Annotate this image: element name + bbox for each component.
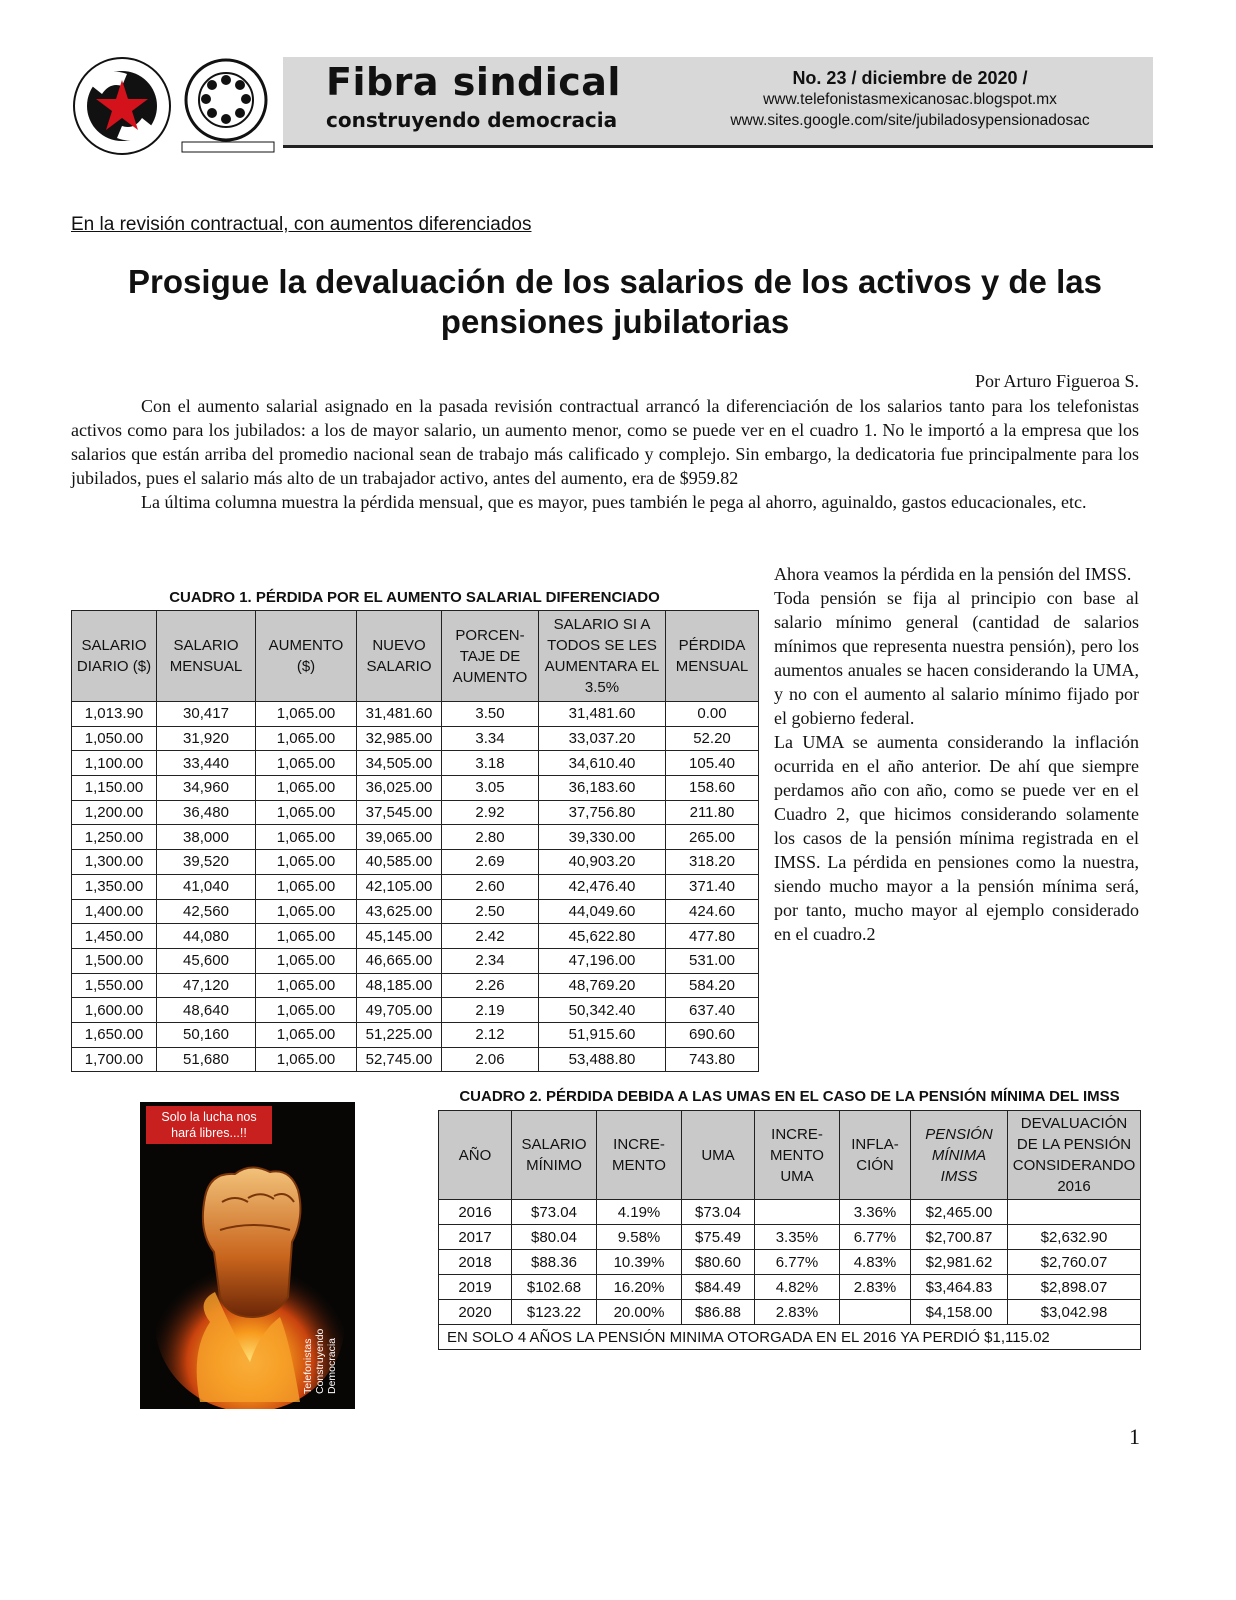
table-cell: 50,160 <box>157 1022 256 1047</box>
table-header-row <box>72 611 759 702</box>
site-url[interactable]: www.sites.google.com/site/jubiladosypensionadosac <box>730 112 1090 129</box>
table-row <box>72 1047 759 1072</box>
table-cell: 105.40 <box>666 751 759 776</box>
table-cell: 37,756.80 <box>539 800 666 825</box>
table-cell: 1,065.00 <box>256 800 357 825</box>
table-cell: 1,400.00 <box>72 899 157 924</box>
table-row <box>72 899 759 924</box>
coordinadora-logo <box>72 56 172 156</box>
column-header: PENSIÓN MÍNIMA IMSS <box>911 1111 1008 1200</box>
table-cell: 30,417 <box>157 702 256 727</box>
table-row <box>72 726 759 751</box>
table-cell <box>840 1300 911 1325</box>
table-row <box>72 850 759 875</box>
table-cell: 1,065.00 <box>256 850 357 875</box>
table-cell: 9.58% <box>597 1225 682 1250</box>
table-cell: 1,200.00 <box>72 800 157 825</box>
table-cell: 1,700.00 <box>72 1047 157 1072</box>
table-cell: 2.12 <box>442 1022 539 1047</box>
table-cell: 1,065.00 <box>256 1047 357 1072</box>
table-cell: 41,040 <box>157 874 256 899</box>
table-cell: 1,065.00 <box>256 973 357 998</box>
table-cell: 33,037.20 <box>539 726 666 751</box>
table-cell: 3.05 <box>442 776 539 801</box>
table-cell: 42,476.40 <box>539 874 666 899</box>
column-header: INCRE-MENTO UMA <box>755 1111 840 1200</box>
table-cell: 424.60 <box>666 899 759 924</box>
table-cell: 39,065.00 <box>357 825 442 850</box>
table-cell: 47,196.00 <box>539 948 666 973</box>
table-cell: 36,480 <box>157 800 256 825</box>
table-cell: 34,505.00 <box>357 751 442 776</box>
column-header: PÉRDIDA MENSUAL <box>666 611 759 702</box>
table-cell: 53,488.80 <box>539 1047 666 1072</box>
table-cell: 2.83% <box>840 1275 911 1300</box>
issue-number: No. 23 / diciembre de 2020 / <box>792 68 1028 88</box>
table-cell: 1,550.00 <box>72 973 157 998</box>
table-cell: 3.50 <box>442 702 539 727</box>
table-cell: 1,450.00 <box>72 924 157 949</box>
paragraph: Ahora veamos la pérdida en la pensión del IMSS. <box>774 564 1132 584</box>
table-cell: 2.34 <box>442 948 539 973</box>
table-cell: 158.60 <box>666 776 759 801</box>
table-cell: 1,065.00 <box>256 998 357 1023</box>
table-cell: 6.77% <box>755 1250 840 1275</box>
table-cell: $3,042.98 <box>1008 1300 1141 1325</box>
table-footer-row <box>439 1325 1141 1350</box>
table-cell: 40,585.00 <box>357 850 442 875</box>
table-cell: 1,065.00 <box>256 924 357 949</box>
table-cell: 42,560 <box>157 899 256 924</box>
table-cell: $2,981.62 <box>911 1250 1008 1275</box>
sindicato-logo <box>178 56 278 156</box>
table-row <box>72 998 759 1023</box>
table-cell: 2.42 <box>442 924 539 949</box>
table-cell: 1,065.00 <box>256 825 357 850</box>
table-cell: 1,050.00 <box>72 726 157 751</box>
table-cell: 2018 <box>439 1250 512 1275</box>
table-cell: $2,465.00 <box>911 1200 1008 1225</box>
table-cell: 0.00 <box>666 702 759 727</box>
poster-slogan-badge: Solo la lucha nos hará libres...!! <box>146 1106 272 1144</box>
table-cell: 1,065.00 <box>256 1022 357 1047</box>
table-cell: 45,145.00 <box>357 924 442 949</box>
table-cell: $3,464.83 <box>911 1275 1008 1300</box>
table-row <box>439 1200 1141 1225</box>
table-cell: 37,545.00 <box>357 800 442 825</box>
table-cell: 2.50 <box>442 899 539 924</box>
table-cell: $123.22 <box>512 1300 597 1325</box>
paragraph: La UMA se aumenta considerando la inflación ocurrida en el año anterior. De ahí que siempre perdamos año con año, como se puede ver en el Cuadro 2, que hicimos considerando solamente los casos de la pensión mínima registrada en el IMSS. La pérdida en pensiones como la nuestra, siendo mucho mayor a la pensión mínima será, por tanto, mucho mayor al ejemplo considerado en el cuadro.2 <box>774 732 1139 944</box>
column-header: PORCEN-TAJE DE AUMENTO <box>442 611 539 702</box>
table-cell: 584.20 <box>666 973 759 998</box>
table-cell: $86.88 <box>682 1300 755 1325</box>
table-cell: 743.80 <box>666 1047 759 1072</box>
table-row <box>72 973 759 998</box>
table-cell: 36,025.00 <box>357 776 442 801</box>
table-cell: 16.20% <box>597 1275 682 1300</box>
table-cell: 48,769.20 <box>539 973 666 998</box>
table-cell: 1,650.00 <box>72 1022 157 1047</box>
table-cell: 211.80 <box>666 800 759 825</box>
table-cell: 1,065.00 <box>256 751 357 776</box>
table-cell: 1,065.00 <box>256 702 357 727</box>
table-cell: 2.69 <box>442 850 539 875</box>
table-cell: 51,680 <box>157 1047 256 1072</box>
table-cell: 46,665.00 <box>357 948 442 973</box>
paragraph: Con el aumento salarial asignado en la pasada revisión contractual arrancó la diferenciación de los salarios tanto para los telefonistas activos como para los jubilados: a los de mayor salario, un aumento menor, como se puede ver en el cuadro 1. No le importó a la empresa que los salarios que están arriba del promedio nacional sean de trabajo más calificado y complejo. Sin embargo, la dedicatoria fue principalmente para los jubilados, pues el salario más alto de un trabajador activo, antes del aumento, era de $959.82 <box>71 396 1139 488</box>
table-cell: 43,625.00 <box>357 899 442 924</box>
table-cell: 1,350.00 <box>72 874 157 899</box>
table-cell: 637.40 <box>666 998 759 1023</box>
column-header: SALARIO MÍNIMO <box>512 1111 597 1200</box>
paragraph: La última columna muestra la pérdida mensual, que es mayor, pues también le pega al ahorro, aguinaldo, gastos educacionales, etc. <box>141 492 1087 512</box>
table-cell: 44,080 <box>157 924 256 949</box>
table-cell: 36,183.60 <box>539 776 666 801</box>
table-cell: 2020 <box>439 1300 512 1325</box>
table-cell: 50,342.40 <box>539 998 666 1023</box>
table-header-row <box>439 1111 1141 1200</box>
table-cell: 48,185.00 <box>357 973 442 998</box>
table-cell: 1,065.00 <box>256 726 357 751</box>
table-cell: $2,700.87 <box>911 1225 1008 1250</box>
table-cell: 1,100.00 <box>72 751 157 776</box>
table-cell: 51,915.60 <box>539 1022 666 1047</box>
table-cell: 4.19% <box>597 1200 682 1225</box>
table-cell: $73.04 <box>682 1200 755 1225</box>
table-row <box>72 825 759 850</box>
table-cell: 39,330.00 <box>539 825 666 850</box>
table-cell: 1,065.00 <box>256 948 357 973</box>
page-number: 1 <box>1129 1424 1140 1449</box>
table-cell: 51,225.00 <box>357 1022 442 1047</box>
table-row <box>439 1225 1141 1250</box>
table-cell: 38,000 <box>157 825 256 850</box>
table-row <box>439 1250 1141 1275</box>
article-kicker: En la revisión contractual, con aumentos diferenciados <box>71 214 532 235</box>
table-cell: 34,960 <box>157 776 256 801</box>
table-cell: 42,105.00 <box>357 874 442 899</box>
table-cell: 1,300.00 <box>72 850 157 875</box>
table-row <box>72 702 759 727</box>
table-row <box>72 948 759 973</box>
table-cell: 2.92 <box>442 800 539 825</box>
issue-info <box>690 68 1130 131</box>
table-cell: 531.00 <box>666 948 759 973</box>
table-cell: $75.49 <box>682 1225 755 1250</box>
pension-loss-table <box>438 1110 1141 1350</box>
table-cell: $4,158.00 <box>911 1300 1008 1325</box>
column-header: SALARIO DIARIO ($) <box>72 611 157 702</box>
table-cell: 33,440 <box>157 751 256 776</box>
table-cell <box>755 1200 840 1225</box>
column-header: INCRE-MENTO <box>597 1111 682 1200</box>
table-cell: 1,013.90 <box>72 702 157 727</box>
table-cell: 20.00% <box>597 1300 682 1325</box>
table-cell: 265.00 <box>666 825 759 850</box>
table-cell: 48,640 <box>157 998 256 1023</box>
table-cell: 1,150.00 <box>72 776 157 801</box>
column-header: NUEVO SALARIO <box>357 611 442 702</box>
table-footnote: EN SOLO 4 AÑOS LA PENSIÓN MINIMA OTORGADA EN EL 2016 YA PERDIÓ $1,115.02 <box>439 1325 1141 1350</box>
column-header: SALARIO SI A TODOS SE LES AUMENTARA EL 3.5% <box>539 611 666 702</box>
table-cell: 2.06 <box>442 1047 539 1072</box>
table-cell: 32,985.00 <box>357 726 442 751</box>
table-cell: 1,500.00 <box>72 948 157 973</box>
table-cell: 1,600.00 <box>72 998 157 1023</box>
table-cell: 45,622.80 <box>539 924 666 949</box>
table-row <box>72 1022 759 1047</box>
table1-caption: CUADRO 1. PÉRDIDA POR EL AUMENTO SALARIAL DIFERENCIADO <box>169 589 660 606</box>
column-header: SALARIO MENSUAL <box>157 611 256 702</box>
table-cell: 2.26 <box>442 973 539 998</box>
table-cell: 31,920 <box>157 726 256 751</box>
table-cell: 47,120 <box>157 973 256 998</box>
table-cell: $2,632.90 <box>1008 1225 1141 1250</box>
table-cell: 2016 <box>439 1200 512 1225</box>
column-header: INFLA-CIÓN <box>840 1111 911 1200</box>
table-row <box>72 924 759 949</box>
table-cell: 4.83% <box>840 1250 911 1275</box>
column-header: UMA <box>682 1111 755 1200</box>
column-header: DEVALUACIÓN DE LA PENSIÓN CONSIDERANDO 2016 <box>1008 1111 1141 1200</box>
table-cell: 690.60 <box>666 1022 759 1047</box>
table-cell: 2.80 <box>442 825 539 850</box>
newsletter-title: Fibra sindical <box>326 60 621 104</box>
table-cell: 1,065.00 <box>256 776 357 801</box>
column-header: AÑO <box>439 1111 512 1200</box>
table-cell: 44,049.60 <box>539 899 666 924</box>
table-cell: 3.36% <box>840 1200 911 1225</box>
table-cell: 4.82% <box>755 1275 840 1300</box>
table-cell: 31,481.60 <box>357 702 442 727</box>
table-row <box>72 874 759 899</box>
table-cell: 52.20 <box>666 726 759 751</box>
table-cell: 477.80 <box>666 924 759 949</box>
table-cell: $80.60 <box>682 1250 755 1275</box>
table-cell: $102.68 <box>512 1275 597 1300</box>
table-row <box>439 1275 1141 1300</box>
table-cell: 49,705.00 <box>357 998 442 1023</box>
article-headline: Prosigue la devaluación de los salarios de los activos y de las pensiones jubilatorias <box>128 263 1102 340</box>
table-cell: 1,065.00 <box>256 899 357 924</box>
article-body <box>71 394 1139 514</box>
table-cell: 1,065.00 <box>256 874 357 899</box>
table-cell: 52,745.00 <box>357 1047 442 1072</box>
table-cell: $88.36 <box>512 1250 597 1275</box>
table-cell: 31,481.60 <box>539 702 666 727</box>
table-cell: 6.77% <box>840 1225 911 1250</box>
table-row <box>72 751 759 776</box>
poster-caption: Telefonistas Construyendo Democracia <box>302 1328 338 1394</box>
table-row <box>72 800 759 825</box>
table-cell: 45,600 <box>157 948 256 973</box>
paragraph: Toda pensión se fija al principio con base al salario mínimo general (cantidad de salarios mínimos que representa nuestra pensión), pero los aumentos anuales se hacen considerando la UMA, y no con el aumento al salario mínimo fijado por el gobierno federal. <box>774 588 1139 728</box>
table-cell: 318.20 <box>666 850 759 875</box>
table-cell: $2,760.07 <box>1008 1250 1141 1275</box>
table-cell: $2,898.07 <box>1008 1275 1141 1300</box>
table-cell: $80.04 <box>512 1225 597 1250</box>
table-cell: 3.18 <box>442 751 539 776</box>
table-cell: 10.39% <box>597 1250 682 1275</box>
article-byline: Por Arturo Figueroa S. <box>975 371 1139 391</box>
table-cell: 39,520 <box>157 850 256 875</box>
table-cell: 40,903.20 <box>539 850 666 875</box>
table-cell: 3.34 <box>442 726 539 751</box>
blog-url[interactable]: www.telefonistasmexicanosac.blogspot.mx <box>763 91 1057 108</box>
table-cell: 34,610.40 <box>539 751 666 776</box>
table-cell: 2.60 <box>442 874 539 899</box>
newsletter-subtitle: construyendo democracia <box>326 108 618 132</box>
table-cell: 1,250.00 <box>72 825 157 850</box>
table-cell: 371.40 <box>666 874 759 899</box>
table2-caption: CUADRO 2. PÉRDIDA DEBIDA A LAS UMAS EN EL CASO DE LA PENSIÓN MÍNIMA DEL IMSS <box>459 1088 1120 1105</box>
table-row <box>72 776 759 801</box>
column-header: AUMENTO ($) <box>256 611 357 702</box>
table-cell: 2019 <box>439 1275 512 1300</box>
table-cell <box>1008 1200 1141 1225</box>
table-cell: $73.04 <box>512 1200 597 1225</box>
table-cell: $84.49 <box>682 1275 755 1300</box>
table-cell: 2017 <box>439 1225 512 1250</box>
table-row <box>439 1300 1141 1325</box>
article-sidebar-text <box>774 562 1139 946</box>
table-cell: 3.35% <box>755 1225 840 1250</box>
table-cell: 2.19 <box>442 998 539 1023</box>
table-cell: 2.83% <box>755 1300 840 1325</box>
salary-loss-table <box>71 610 759 1072</box>
